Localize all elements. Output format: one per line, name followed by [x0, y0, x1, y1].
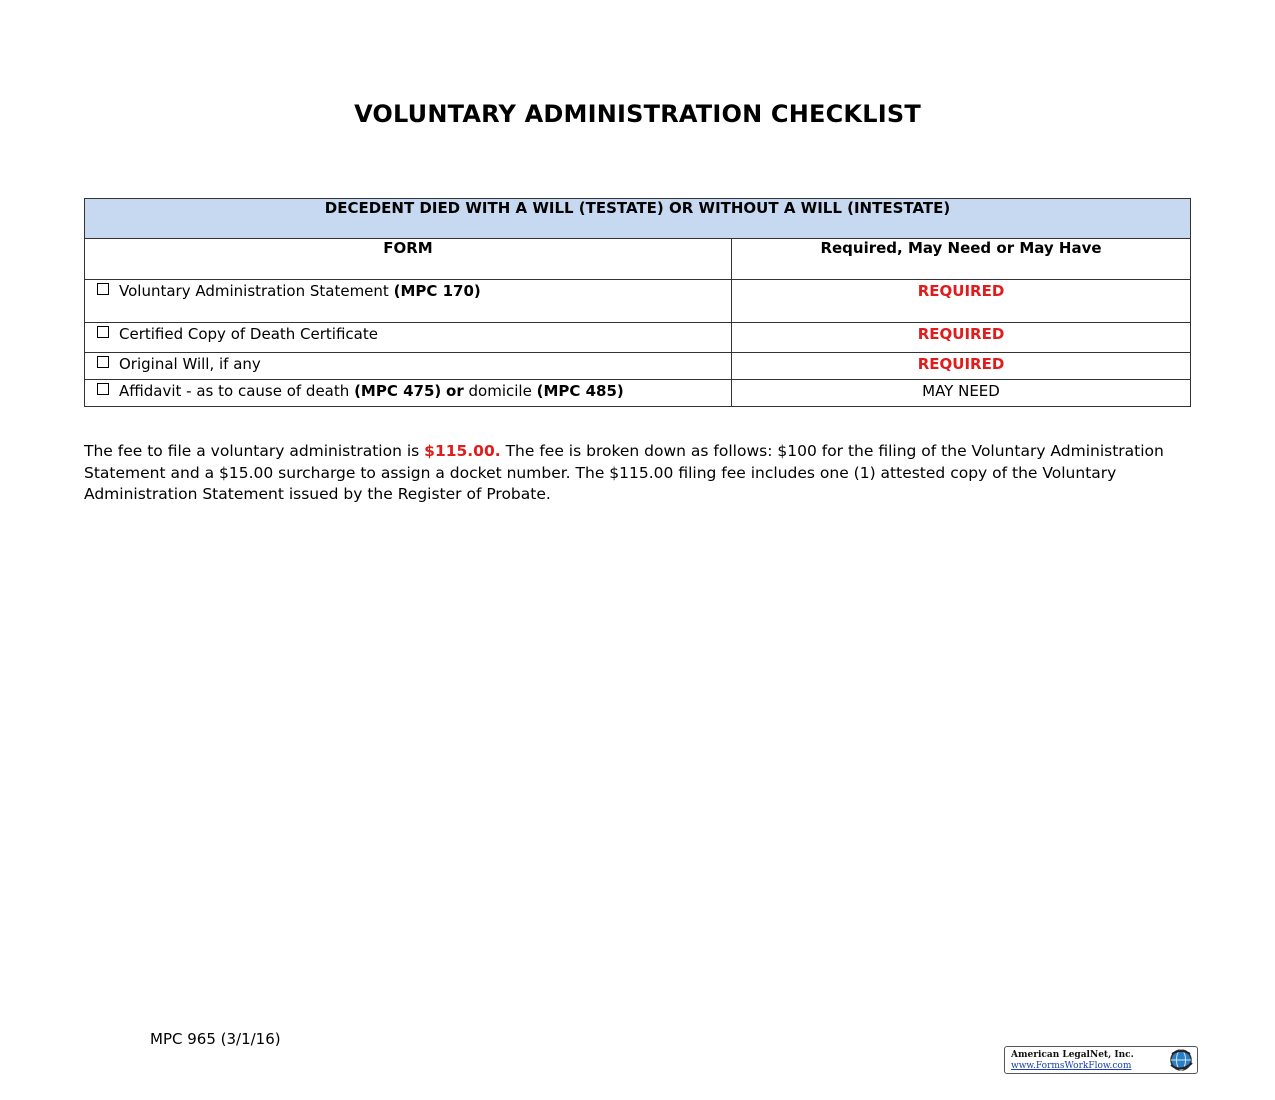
fee-details: The fee is broken down as follows: $100 for the filing of the Voluntary Administration Statement and a $15.00 surcharge to assign a docket number. The $115.00 filing fee includes one (1) attested copy of the Voluntary Administration Statement issued by the Register of Probate. [84, 442, 1164, 503]
table-header-row [85, 199, 1191, 239]
table-row [85, 380, 1191, 407]
form-code: (MPC 475) [354, 382, 442, 400]
form-cell [85, 323, 732, 353]
form-connector: or [446, 382, 464, 400]
logo-company-name: American LegalNet, Inc. [1011, 1050, 1134, 1060]
form-label: Affidavit - as to cause of death [119, 382, 350, 400]
form-cell [85, 353, 732, 380]
status-cell [732, 323, 1191, 353]
form-code-footer: MPC 965 (3/1/16) [150, 1030, 281, 1048]
fee-amount: $115.00. [424, 442, 501, 460]
table-row [85, 280, 1191, 323]
page-title: VOLUNTARY ADMINISTRATION CHECKLIST [354, 100, 921, 128]
form-label: Voluntary Administration Statement [119, 282, 389, 300]
column-header-form: FORM [85, 239, 732, 280]
form-code: (MPC 170) [393, 282, 481, 300]
checklist-table [84, 198, 1191, 407]
column-header-requirement: Required, May Need or May Have [732, 239, 1191, 280]
form-label: Original Will, if any [119, 355, 261, 373]
checkbox[interactable] [97, 356, 109, 368]
fee-intro: The fee to file a voluntary administration is [84, 442, 420, 460]
checkbox[interactable] [97, 383, 109, 395]
table-header: DECEDENT DIED WITH A WILL (TESTATE) OR WITHOUT A WILL (INTESTATE) [85, 199, 1191, 239]
fee-paragraph [84, 441, 1194, 506]
table-row [85, 353, 1191, 380]
status-cell [732, 380, 1191, 407]
status-required: REQUIRED [917, 325, 1005, 343]
form-cell [85, 280, 732, 323]
status-cell [732, 280, 1191, 323]
status-may-need: MAY NEED [922, 382, 1000, 400]
status-required: REQUIRED [917, 282, 1005, 300]
form-code: (MPC 485) [536, 382, 624, 400]
status-cell [732, 353, 1191, 380]
table-row [85, 323, 1191, 353]
checkbox[interactable] [97, 283, 109, 295]
form-cell [85, 380, 732, 407]
form-label-secondary: domicile [468, 382, 532, 400]
checkbox[interactable] [97, 326, 109, 338]
form-label: Certified Copy of Death Certificate [119, 325, 378, 343]
globe-icon [1168, 1048, 1194, 1072]
logo-url-link[interactable]: www.FormsWorkFlow.com [1011, 1061, 1132, 1071]
column-headers-row [85, 239, 1191, 280]
status-required: REQUIRED [917, 355, 1005, 373]
publisher-logo[interactable] [1004, 1046, 1198, 1074]
